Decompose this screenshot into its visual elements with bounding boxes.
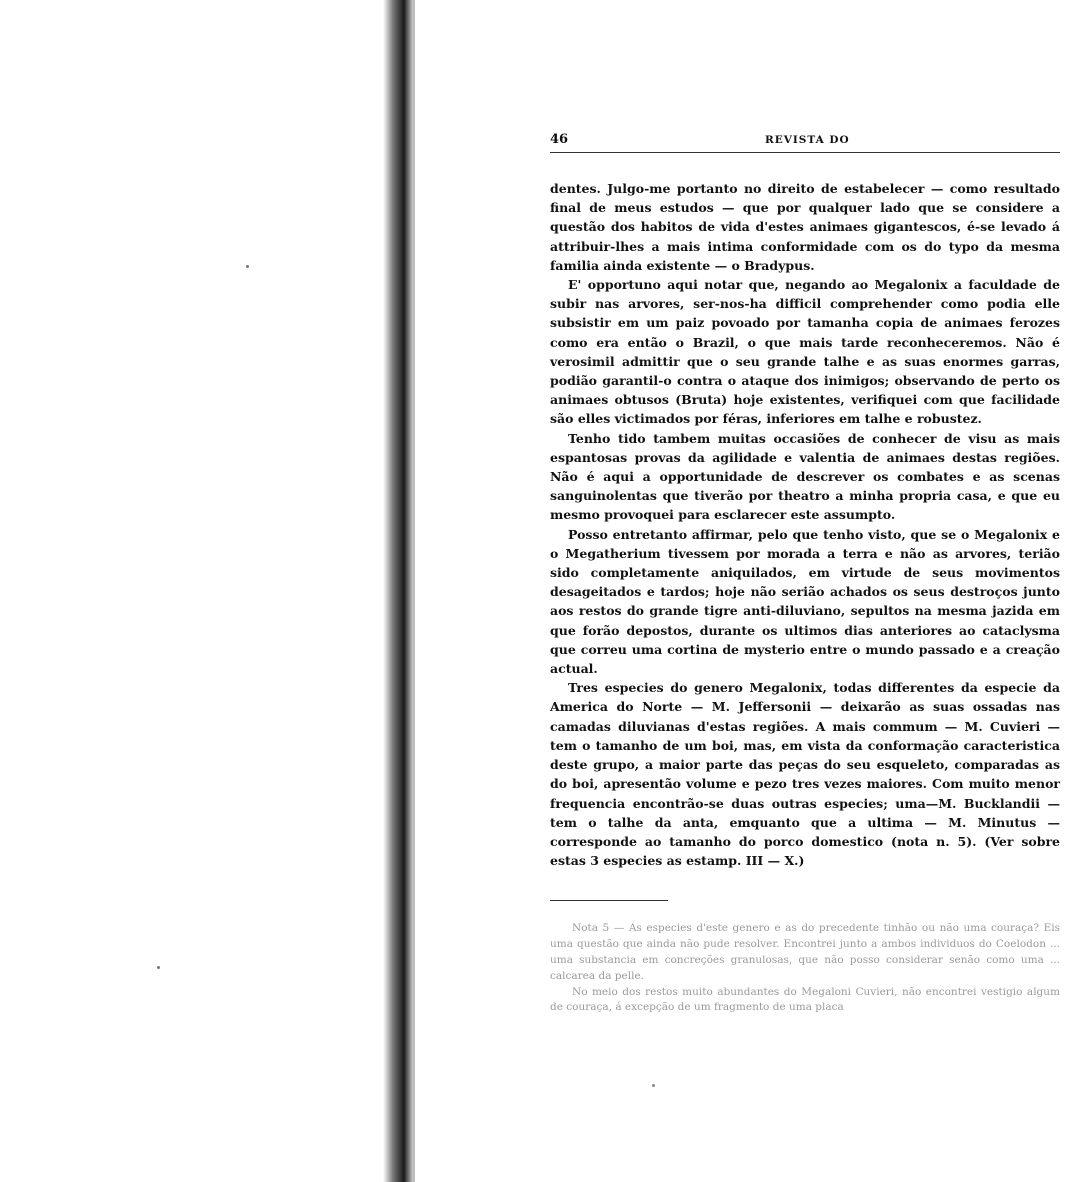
paragraph: E' opportuno aqui notar que, negando ao Megalonix a faculdade de subir nas arvores, ser-nos-ha difficil comprehender como podia elle subsistir em um paiz povoado por tamanha copia de animaes ferozes como era então o Brazil, o que mais tarde reconheceremos. Não é verosimil admittir que o seu grande talhe e as suas enormes garras, podião garantil-o contra o ataque dos inimigos; observando de perto os animaes obtusos (Bruta) hoje existentes, verifiquei com que facilidade são elles victimados por féras, inferiores em talhe e robustez. — [550, 277, 1060, 427]
footnote: Nota 5 — As especies d'este genero e as do precedente tinhão ou não uma couraça? Eis uma questão que ainda não pude resolver. Encontrei junto a ambos individuos do Coelodon ... uma substancia em concreções granulosas, que não posso considerar senão como uma ... calcarea da pelle. — [550, 922, 1060, 982]
body-text — [550, 179, 1060, 870]
paper-speck — [157, 966, 160, 969]
footnotes — [550, 921, 1060, 1016]
book-page — [550, 130, 1060, 1016]
book-gutter-edge — [413, 0, 415, 1182]
paragraph: Posso entretanto affirmar, pelo que tenho visto, que se o Megalonix e o Megatherium tivessem por morada a terra e não as arvores, terião sido completamente aniquilados, em virtude de seus movimentos desageitados e tardos; hoje não serião achados os seus destroços junto aos restos do grande tigre anti-diluviano, sepultos na mesma jazida em que forão depostos, durante os ultimos dias anteriores ao cataclysma que correu uma cortina de mysterio entre o mundo passado e a creação actual. — [550, 526, 1060, 677]
paragraph: Tres especies do genero Megalonix, todas differentes da especie da America do Norte — M. Jeffersonii — deixarão as suas ossadas nas camadas diluvianas d'estas regiões. A mais commum — M. Cuvieri — tem o tamanho de um boi, mas, em vista da conformação caracteristica deste grupo, a maior parte das peças do seu esqueleto, comparadas as do boi, apresentão volume e pezo tres vezes maiores. Com muito menor frequencia encontrão-se duas outras especies; uma—M. Bucklandii — tem o talhe da anta, emquanto que a ultima — M. Minutus — corresponde ao tamanho do porco domestico (nota n. 5). (Ver sobre estas 3 especies as estamp. III — X.) — [550, 680, 1060, 869]
page-header — [550, 130, 1060, 153]
paper-speck — [652, 1084, 655, 1087]
paper-speck — [246, 265, 249, 268]
running-head: REVISTA DO — [765, 134, 850, 146]
book-gutter-shadow — [383, 0, 413, 1182]
footnote-separator — [550, 900, 668, 901]
paragraph: dentes. Julgo-me portanto no direito de estabelecer — como resultado final de meus estudos — que por qualquer lado que se considere a questão dos habitos de vida d'estes animaes gigantescos, é-se levado á attribuir-lhes a mais intima conformidade com os do typo da mesma familia ainda existente — o Bradypus. — [550, 181, 1060, 273]
paragraph: Tenho tido tambem muitas occasiões de conhecer de visu as mais espantosas provas da agilidade e valentia de animaes destas regiões. Não é aqui a opportunidade de descrever os combates e as scenas sanguinolentas que tiverão por theatro a minha propria casa, e que eu mesmo provoquei para esclarecer este assumpto. — [550, 430, 1060, 523]
footnote: No meio dos restos muito abundantes do Megaloni Cuvieri, não encontrei vestigio algum de couraça, á excepção de um fragmento de uma placa — [550, 985, 1060, 1014]
page-number: 46 — [550, 132, 569, 147]
